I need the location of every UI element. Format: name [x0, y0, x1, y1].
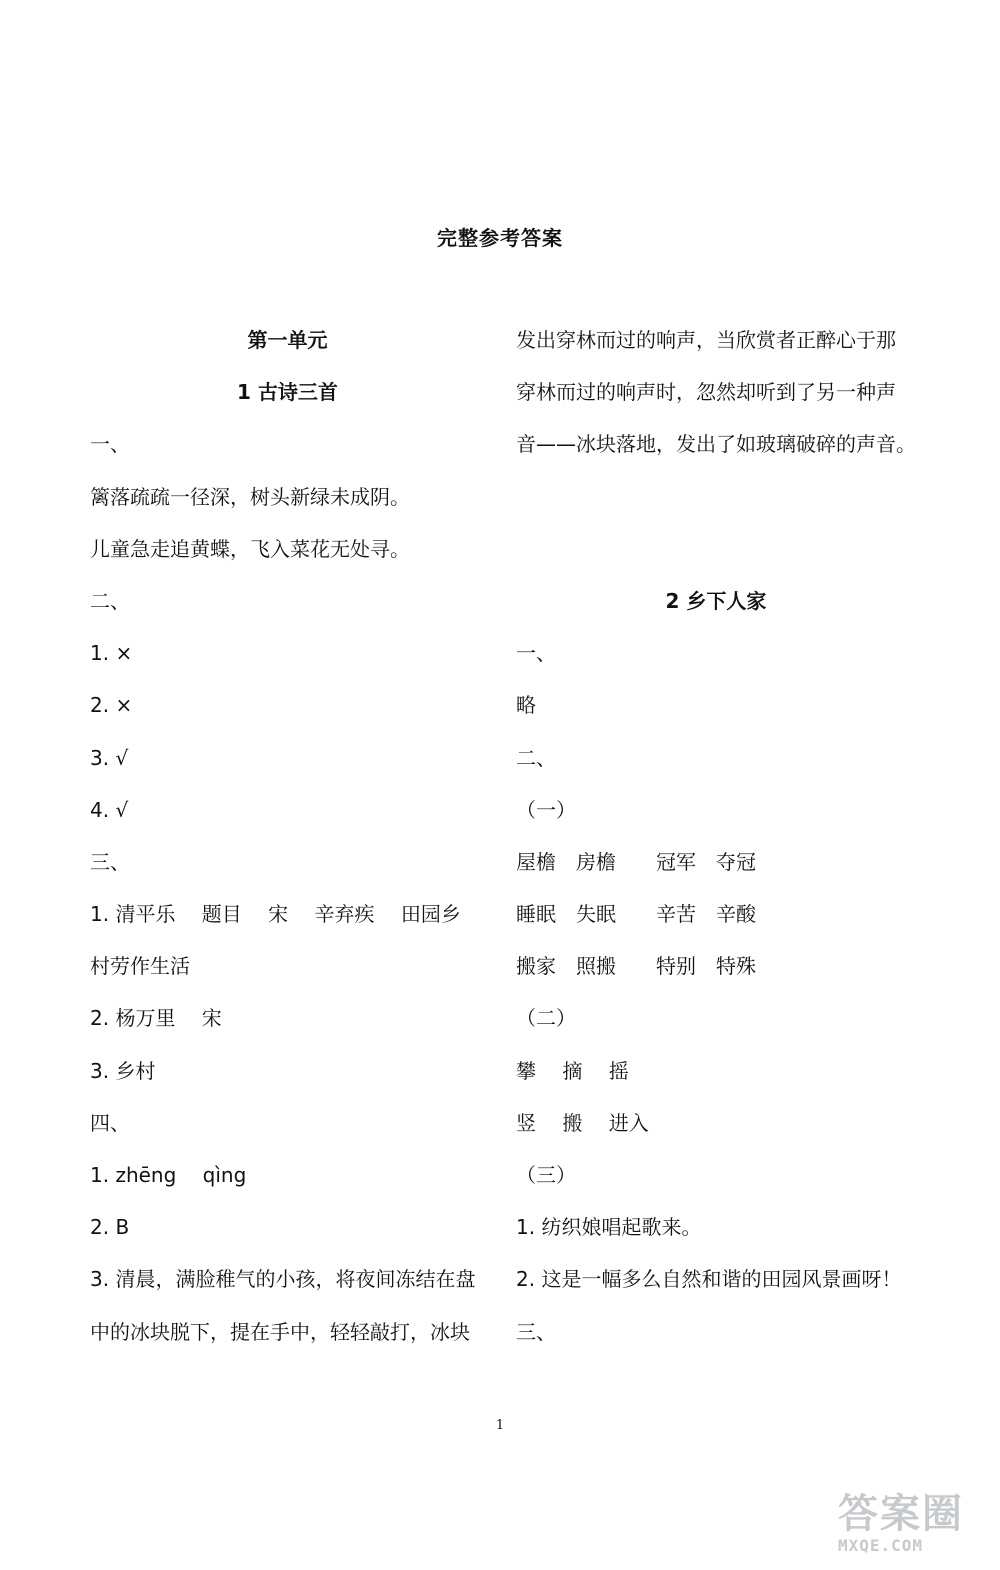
answer-line: 穿林而过的响声时，忽然却听到了另一种声 [516, 380, 896, 405]
answer-line: 二、 [516, 745, 556, 770]
answer-line: 发出穿林而过的响声，当欣赏者正醉心于那 [516, 328, 896, 352]
answer-line: 一、 [90, 432, 130, 457]
watermark-mark: 答案圈 [838, 1491, 964, 1537]
answer-line: 2. B [90, 1215, 130, 1240]
answer-line: 中的冰块脱下，提在手中，轻轻敲打，冰块 [90, 1319, 470, 1344]
answer-line: 1. × [90, 641, 133, 666]
answer-line: 音——冰块落地，发出了如玻璃破碎的声音。 [516, 432, 916, 457]
answer-line: 儿童急走追黄蝶，飞入菜花无处寻。 [90, 536, 410, 561]
answer-line: 三、 [516, 1319, 556, 1344]
lesson-heading: 1 古诗三首 [237, 380, 338, 405]
answer-line: 搬家 照搬 特别 特殊 [516, 954, 756, 979]
page-title: 完整参考答案 [437, 226, 563, 250]
answer-line: 3. √ [90, 745, 129, 770]
answer-line: 四、 [90, 1110, 130, 1135]
answer-line: （三） [516, 1163, 576, 1188]
right-column [516, 322, 916, 1366]
answer-line: 攀 摘 摇 [516, 1058, 629, 1083]
answer-line [516, 531, 916, 583]
answer-line: 3. 乡村 [90, 1058, 156, 1083]
answer-line: 篱落疏疏一径深，树头新绿未成阴。 [90, 484, 410, 509]
answer-line: 屋檐 房檐 冠军 夺冠 [516, 849, 756, 874]
answer-line: （一） [516, 797, 576, 822]
answer-line: 1. 纺织娘唱起歌来。 [516, 1215, 702, 1240]
left-column [90, 322, 485, 1366]
answer-line: 二、 [90, 588, 130, 613]
answer-line: 2. 杨万里 宋 [90, 1006, 222, 1031]
watermark-logo [838, 1492, 988, 1562]
answer-line: 三、 [90, 849, 130, 874]
answer-line: （二） [516, 1006, 576, 1031]
answer-line: 4. √ [90, 797, 129, 822]
answer-line: 2. 这是一幅多么自然和谐的田园风景画呀！ [516, 1267, 902, 1292]
answer-line: 3. 清晨，满脸稚气的小孩，将夜间冻结在盘 [90, 1267, 476, 1292]
answer-line: 竖 搬 进入 [516, 1110, 649, 1135]
watermark-url: MXQE.COM [838, 1536, 924, 1555]
lesson-heading: 2 乡下人家 [665, 588, 767, 613]
answer-line: 略 [516, 693, 536, 718]
answer-line: 一、 [516, 641, 556, 666]
answer-line: 村劳作生活 [90, 954, 190, 979]
page-number: 1 [495, 1418, 505, 1433]
unit-heading: 第一单元 [247, 328, 328, 352]
answer-line: 1. zhēng qìng [90, 1163, 247, 1187]
answer-line: 睡眠 失眠 辛苦 辛酸 [516, 902, 756, 927]
answer-line: 2. × [90, 693, 133, 718]
answer-line: 1. 清平乐 题目 宋 辛弃疾 田园乡 [90, 902, 461, 927]
